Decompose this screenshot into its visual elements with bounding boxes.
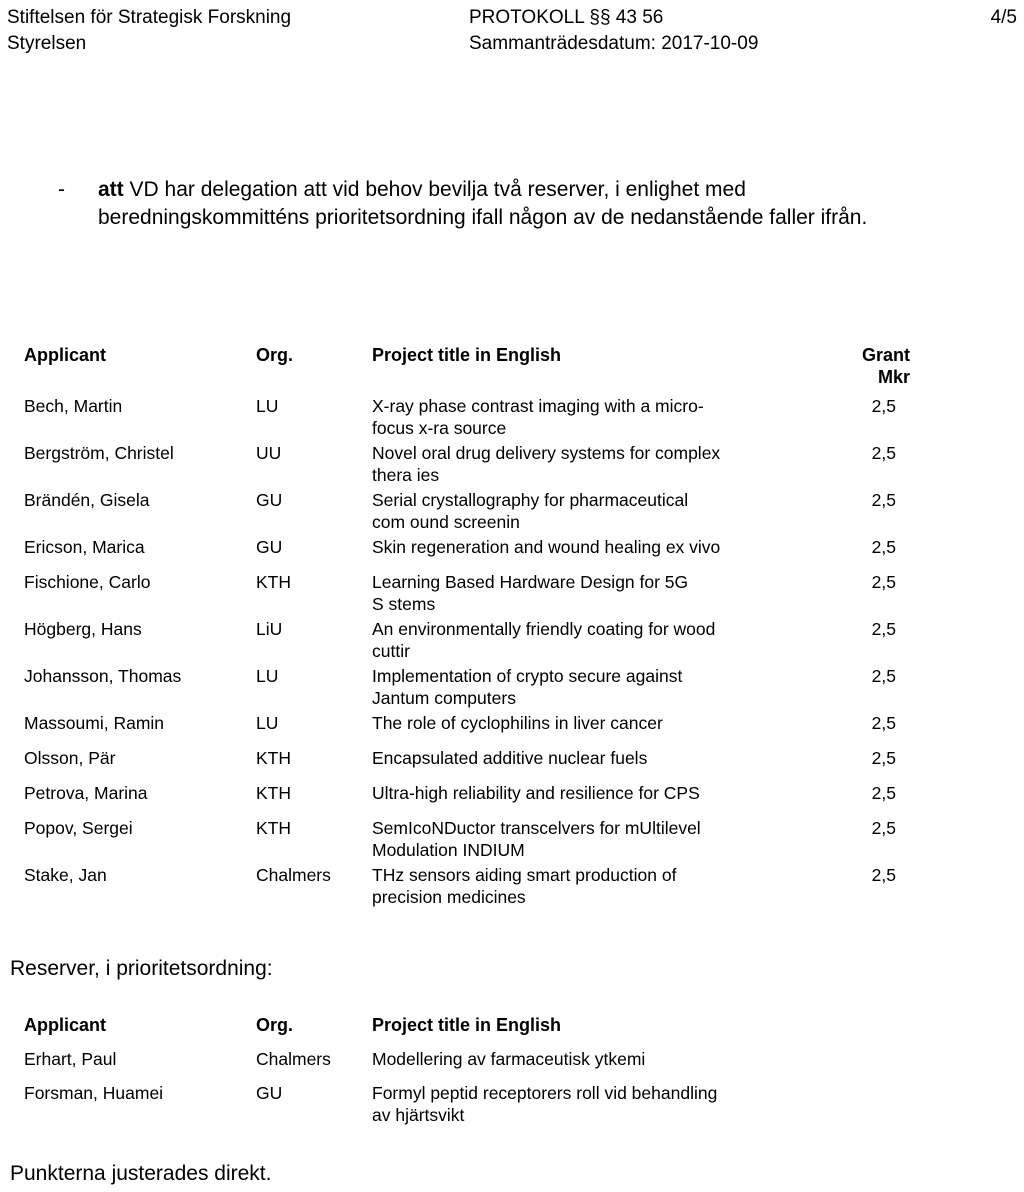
project-title-line: Encapsulated additive nuclear fuels — [372, 748, 648, 768]
resolution-paragraph — [58, 176, 958, 232]
grant-amount-cell: 2,5 — [871, 666, 896, 686]
grant-amount-cell: 2,5 — [871, 713, 896, 733]
footer-note: Punkterna justerades direkt. — [10, 1162, 272, 1185]
project-title-cell — [372, 782, 830, 817]
table-row — [24, 1048, 824, 1082]
project-title-line: Modulation INDIUM — [372, 840, 525, 860]
grant-amount-cell: 2,5 — [871, 443, 896, 463]
col-header-applicant: Applicant — [24, 345, 107, 365]
applicant-cell: Erhart, Paul — [24, 1049, 117, 1069]
organization-unit: Styrelsen — [7, 33, 87, 54]
applicant-cell: Högberg, Hans — [24, 619, 142, 639]
col-header-org: Org. — [256, 345, 294, 365]
project-title-line: av hjärtsvikt — [372, 1105, 465, 1125]
table-row — [24, 536, 910, 571]
org-cell: LU — [256, 713, 279, 733]
applicant-cell: Johansson, Thomas — [24, 666, 182, 686]
project-title-line: SemIcoNDuctor transcelvers for mUltilevel — [372, 818, 701, 838]
org-cell: GU — [256, 490, 283, 510]
project-title-line: precision medicines — [372, 887, 526, 907]
col-header-title: Project title in English — [372, 345, 562, 365]
applicant-cell: Massoumi, Ramin — [24, 713, 165, 733]
grant-amount-cell: 2,5 — [871, 865, 896, 885]
project-title-cell — [372, 536, 830, 571]
project-title-cell — [372, 1048, 824, 1082]
project-title-line: cuttir — [372, 641, 410, 661]
reserves-header-row — [24, 1014, 824, 1048]
project-title-cell — [372, 571, 830, 618]
col-header-org: Org. — [256, 1015, 294, 1035]
applicant-cell: Forsman, Huamei — [24, 1083, 164, 1103]
table-row — [24, 817, 910, 864]
project-title-line: com ound screenin — [372, 512, 520, 532]
project-title-line: Serial crystallography for pharmaceutical — [372, 490, 689, 510]
project-title-line: focus x-ra source — [372, 418, 507, 438]
applicant-cell: Olsson, Pär — [24, 748, 116, 768]
grant-amount-cell: 2,5 — [871, 572, 896, 592]
organization-name: Stiftelsen för Strategisk Forskning — [7, 7, 292, 28]
page-number-text: 4/5 — [990, 7, 1017, 28]
col-header-grant-line1: Grant — [861, 345, 910, 365]
org-cell: KTH — [256, 748, 291, 768]
protocol-reference: PROTOKOLL §§ 43 56 — [469, 7, 664, 28]
project-title-line: Learning Based Hardware Design for 5G — [372, 572, 689, 592]
project-title-line: Jantum computers — [372, 688, 516, 708]
meeting-date: Sammanträdesdatum: 2017-10-09 — [469, 33, 759, 54]
org-cell: GU — [256, 1083, 283, 1103]
project-title-line: Modellering av farmaceutisk ytkemi — [372, 1049, 646, 1069]
org-cell: LiU — [256, 619, 283, 639]
project-title-line: X-ray phase contrast imaging with a micro- — [372, 396, 704, 416]
org-cell: LU — [256, 396, 279, 416]
project-title-line: The role of cyclophilins in liver cancer — [372, 713, 663, 733]
project-title-line: Novel oral drug delivery systems for complex — [372, 443, 721, 463]
col-header-applicant: Applicant — [24, 1015, 107, 1035]
project-title-cell — [372, 665, 830, 712]
project-title-cell — [372, 442, 830, 489]
col-header-title: Project title in English — [372, 1015, 562, 1035]
col-header-grant — [830, 340, 910, 395]
resolution-text: VD har delegation att vid behov bevilja två reserver, i enlighet med beredningskommitténs prioritetsordning ifall någon av de nedanstående faller ifrån. — [98, 178, 868, 229]
grant-amount-cell: 2,5 — [871, 818, 896, 838]
grant-amount-cell: 2,5 — [871, 396, 896, 416]
applicant-cell: Fischione, Carlo — [24, 572, 151, 592]
applicant-cell: Bergström, Christel — [24, 443, 174, 463]
org-cell: Chalmers — [256, 1049, 331, 1069]
applicant-cell: Popov, Sergei — [24, 818, 133, 838]
project-title-line: Implementation of crypto secure against — [372, 666, 683, 686]
org-cell: UU — [256, 443, 282, 463]
applicant-cell: Petrova, Marina — [24, 783, 148, 803]
org-cell: Chalmers — [256, 865, 331, 885]
grants-table — [24, 340, 910, 911]
project-title-cell — [372, 864, 830, 911]
project-title-cell — [372, 489, 830, 536]
table-row — [24, 442, 910, 489]
org-cell: KTH — [256, 783, 291, 803]
grant-amount-cell: 2,5 — [871, 783, 896, 803]
project-title-cell — [372, 817, 830, 864]
applicant-cell: Ericson, Marica — [24, 537, 145, 557]
resolution-body — [98, 176, 958, 232]
page-number — [991, 5, 1017, 31]
header-left — [7, 5, 291, 57]
table-row — [24, 864, 910, 911]
table-row — [24, 665, 910, 712]
col-header-grant-line2: Mkr — [877, 367, 910, 387]
org-cell: LU — [256, 666, 279, 686]
project-title-cell — [372, 1082, 824, 1126]
table-row — [24, 395, 910, 442]
table-row — [24, 489, 910, 536]
header-center — [469, 5, 758, 57]
reserves-label: Reserver, i prioritetsordning: — [10, 957, 273, 980]
project-title-line: Ultra-high reliability and resilience for CPS — [372, 783, 700, 803]
grants-header-row — [24, 340, 910, 395]
applicant-cell: Bech, Martin — [24, 396, 123, 416]
project-title-cell — [372, 747, 830, 782]
reserves-table — [24, 1014, 824, 1126]
grant-amount-cell: 2,5 — [871, 537, 896, 557]
table-row — [24, 747, 910, 782]
project-title-line: thera ies — [372, 465, 440, 485]
project-title-line: Formyl peptid receptorers roll vid behandling — [372, 1083, 718, 1103]
project-title-cell — [372, 618, 830, 665]
grant-amount-cell: 2,5 — [871, 748, 896, 768]
table-row — [24, 782, 910, 817]
table-row — [24, 618, 910, 665]
applicant-cell: Stake, Jan — [24, 865, 107, 885]
org-cell: GU — [256, 537, 283, 557]
table-row — [24, 712, 910, 747]
project-title-line: S stems — [372, 594, 436, 614]
grant-amount-cell: 2,5 — [871, 490, 896, 510]
list-dash: - — [58, 178, 65, 201]
table-row — [24, 1082, 824, 1126]
project-title-line: THz sensors aiding smart production of — [372, 865, 677, 885]
org-cell: KTH — [256, 572, 291, 592]
resolution-lead: att — [98, 178, 124, 201]
org-cell: KTH — [256, 818, 291, 838]
grant-amount-cell: 2,5 — [871, 619, 896, 639]
project-title-cell — [372, 395, 830, 442]
project-title-cell — [372, 712, 830, 747]
table-row — [24, 571, 910, 618]
project-title-line: An environmentally friendly coating for wood — [372, 619, 716, 639]
applicant-cell: Brändén, Gisela — [24, 490, 150, 510]
project-title-line: Skin regeneration and wound healing ex vivo — [372, 537, 721, 557]
